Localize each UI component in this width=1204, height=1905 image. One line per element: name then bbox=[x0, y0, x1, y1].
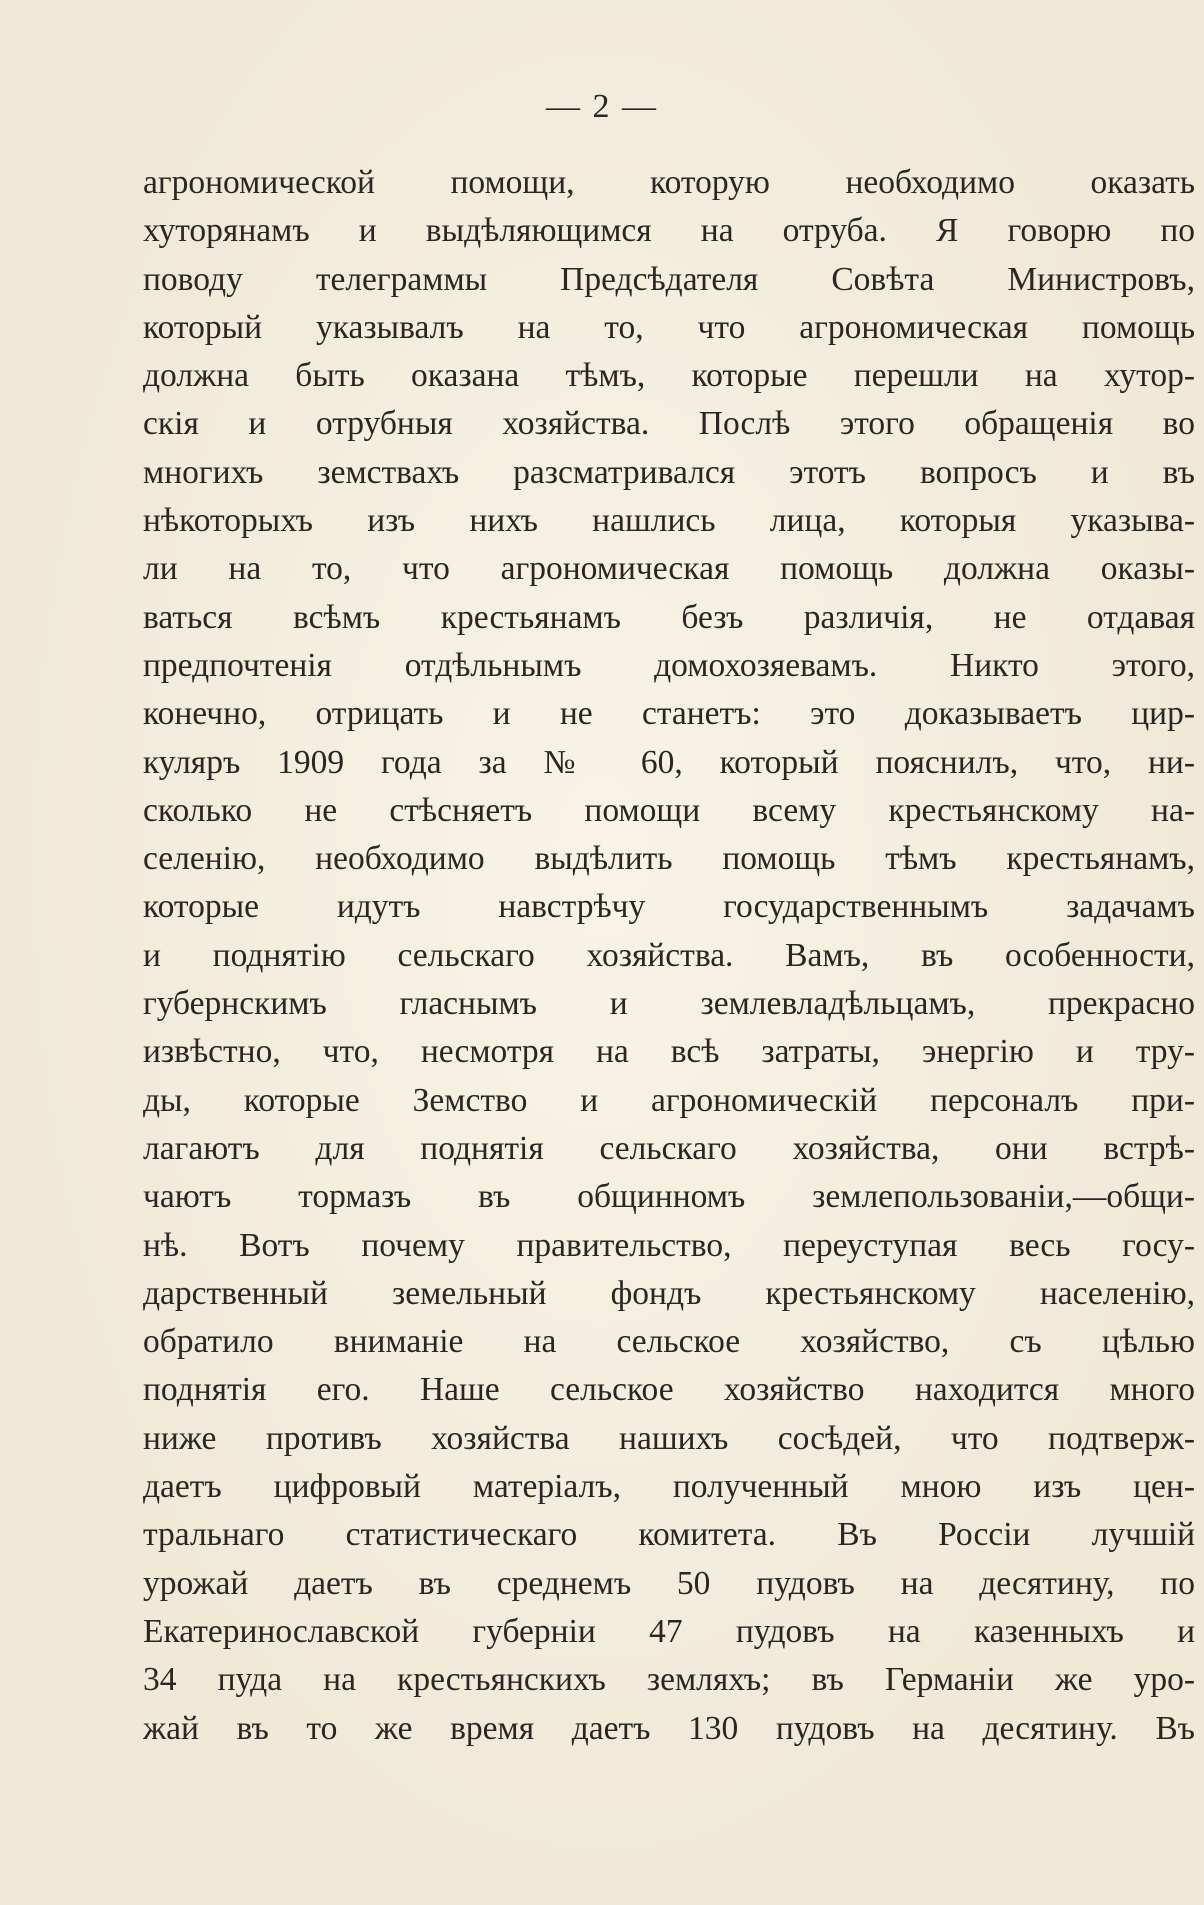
text-line: скія и отрубныя хозяйства. Послѣ этого обращенія во bbox=[143, 405, 1195, 443]
text-line: лагаютъ для поднятія сельскаго хозяйства, они встрѣ- bbox=[143, 1129, 1195, 1167]
text-line: Екатеринославской губерніи 47 пудовъ на казенныхъ и bbox=[143, 1612, 1195, 1650]
text-line: и поднятію сельскаго хозяйства. Вамъ, въ особенности, bbox=[143, 936, 1195, 974]
text-line: куляръ 1909 года за № 60, который пояснилъ, что, ни- bbox=[143, 743, 1195, 781]
text-line: агрономической помощи, которую необходимо оказать bbox=[143, 164, 1195, 201]
text-line: 34 пуда на крестьянскихъ земляхъ; въ Германіи же уро- bbox=[143, 1661, 1195, 1699]
text-line: дарственный земельный фондъ крестьянскому населенію, bbox=[143, 1274, 1195, 1312]
text-line: обратило вниманіе на сельское хозяйство, съ цѣлью bbox=[143, 1323, 1195, 1361]
text-line: многихъ земствахъ разсматривался этотъ вопросъ и въ bbox=[143, 453, 1195, 491]
page-number: — 2 — bbox=[546, 88, 658, 125]
text-line: губернскимъ гласнымъ и землевладѣльцамъ, прекрасно bbox=[143, 985, 1195, 1023]
text-line: нѣ. Вотъ почему правительство, переуступая весь госу- bbox=[143, 1226, 1195, 1264]
text-line: извѣстно, что, несмотря на всѣ затраты, энергію и тру- bbox=[143, 1033, 1195, 1071]
body-text bbox=[143, 159, 1195, 1753]
text-line: урожай даетъ въ среднемъ 50 пудовъ на десятину, по bbox=[143, 1564, 1195, 1602]
text-line: ды, которые Земство и агрономическій персоналъ при- bbox=[143, 1081, 1195, 1119]
text-line: который указывалъ на то, что агрономическая помощь bbox=[143, 308, 1195, 346]
text-line: ваться всѣмъ крестьянамъ безъ различія, не отдавая bbox=[143, 598, 1195, 636]
text-line: предпочтенія отдѣльнымъ домохозяевамъ. Никто этого, bbox=[143, 646, 1195, 684]
text-line: даетъ цифровый матеріалъ, полученный мною изъ цен- bbox=[143, 1468, 1195, 1506]
text-line: ниже противъ хозяйства нашихъ сосѣдей, что подтверж- bbox=[143, 1419, 1195, 1457]
text-line: нѣкоторыхъ изъ нихъ нашлись лица, которыя указыва- bbox=[143, 502, 1195, 540]
text-line: жай въ то же время даетъ 130 пудовъ на десятину. Въ bbox=[143, 1709, 1195, 1747]
text-line: тральнаго статистическаго комитета. Въ Россіи лучшій bbox=[143, 1516, 1195, 1554]
text-line: поводу телеграммы Предсѣдателя Совѣта Министровъ, bbox=[143, 260, 1195, 298]
text-line: чаютъ тормазъ въ общинномъ землепользованіи,—общи- bbox=[143, 1178, 1195, 1216]
text-line: конечно, отрицать и не станетъ: это доказываетъ цир- bbox=[143, 695, 1195, 733]
text-line: селенію, необходимо выдѣлить помощь тѣмъ крестьянамъ, bbox=[143, 840, 1195, 878]
text-line: хуторянамъ и выдѣляющимся на отруба. Я говорю по bbox=[143, 212, 1195, 250]
text-line: поднятія его. Наше сельское хозяйство находится много bbox=[143, 1371, 1195, 1409]
text-line: должна быть оказана тѣмъ, которые перешли на хутор- bbox=[143, 357, 1195, 395]
text-line: сколько не стѣсняетъ помощи всему крестьянскому на- bbox=[143, 791, 1195, 829]
text-line: которые идутъ навстрѣчу государственнымъ задачамъ bbox=[143, 888, 1195, 926]
text-line: ли на то, что агрономическая помощь должна оказы- bbox=[143, 550, 1195, 588]
